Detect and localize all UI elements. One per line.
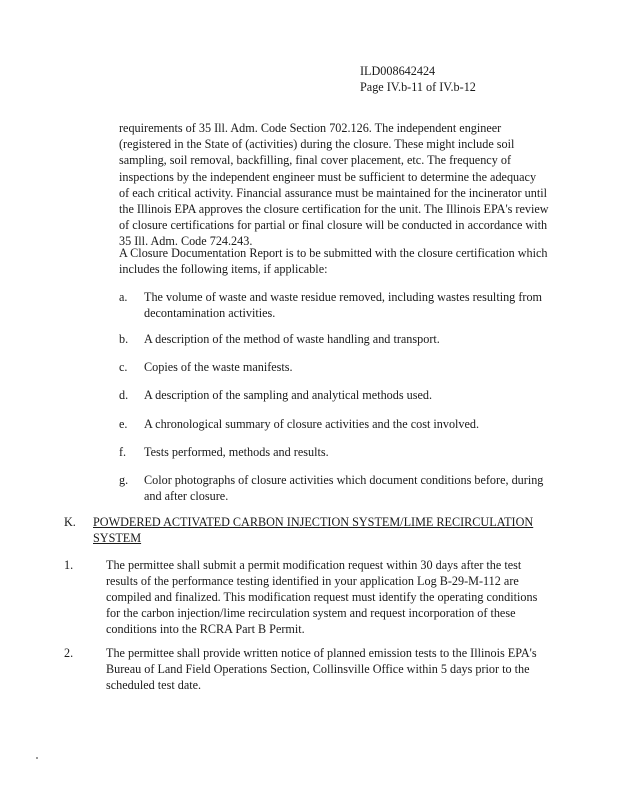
list-item-letter: e. [119,417,128,431]
list-item-text: Color photographs of closure activities which document conditions before, during and after closure. [144,473,544,503]
list-item-text: A chronological summary of closure activities and the cost involved. [144,417,480,431]
list-item-letter: f. [119,445,127,459]
closure-report-intro: A Closure Documentation Report is to be submitted with the closure certification which includes the following items, if applicable: [119,246,548,277]
closure-certification-paragraph: requirements of 35 Ill. Adm. Code Section 702.126. The independent engineer (registered in the State of (activities) during the closure. These might include soil sampling, soil removal, backfilling, final cover placement, etc. The frequency of inspections by the independent engineer must be sufficient to determine the adequacy of each critical activity. Financial assurance must be maintained for the incinerator until the Illinois EPA approves the closure certification for the unit. The Illinois EPA's review of closure certifications for partial or final closure will be conducted in accordance with 35 Ill. Adm. Code 724.243. [119,121,549,249]
list-item-letter: g. [119,473,129,487]
numbered-item-text: The permittee shall provide written notice of planned emission tests to the Illinois EPA's Bureau of Land Field Operations Section, Collinsville Office within 5 days prior to the scheduled test date. [106,646,537,692]
page-header [360,63,476,95]
numbered-item-number: 1. [64,558,74,572]
numbered-item-text: The permittee shall submit a permit modification request within 30 days after the test results of the performance testing identified in your application Log B-29-M-112 are compiled and finalized. This modification request must identify the operating conditions for the carbon injection/lime recirculation system and request incorporation of these conditions into the RCRA Part B Permit. [106,558,538,636]
list-item-text: Tests performed, methods and results. [144,445,329,459]
list-item-text: A description of the method of waste handling and transport. [144,332,440,346]
scan-speck [36,757,38,759]
list-item-text: The volume of waste and waste residue removed, including wastes resulting from decontamination activities. [144,290,543,320]
section-title: POWDERED ACTIVATED CARBON INJECTION SYSTEM/LIME RECIRCULATION SYSTEM [93,515,534,545]
document-id: ILD008642424 [360,64,436,78]
list-item-letter: c. [119,360,128,374]
list-item-letter: d. [119,388,129,402]
page-reference: Page IV.b-11 of IV.b-12 [360,80,476,94]
list-item-text: Copies of the waste manifests. [144,360,293,374]
list-item-text: A description of the sampling and analytical methods used. [144,388,433,402]
numbered-item-number: 2. [64,646,74,660]
list-item-letter: a. [119,290,128,304]
section-number: K. [64,515,76,529]
list-item-letter: b. [119,332,129,346]
